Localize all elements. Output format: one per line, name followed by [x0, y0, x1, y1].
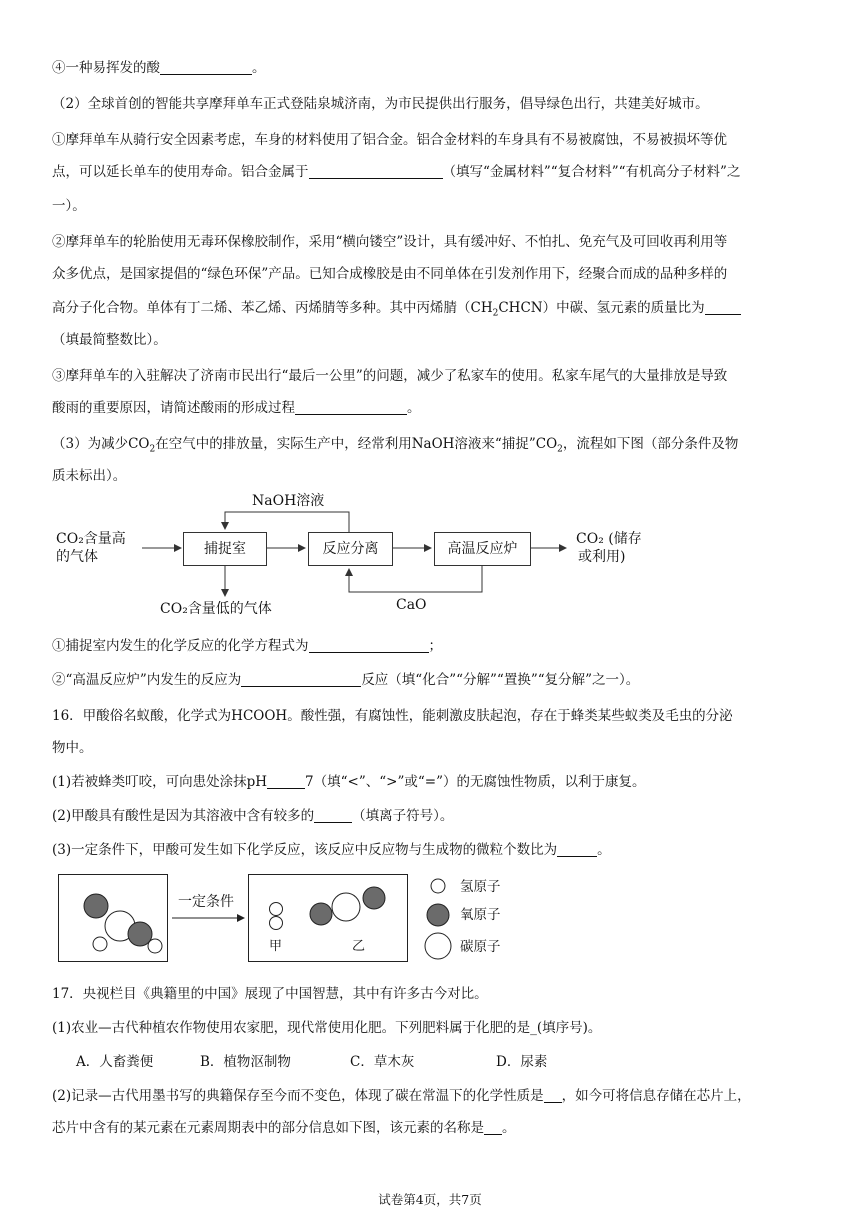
q15-part3-sub2: ②“高温反应炉”内发生的反应为 反应（填“化合”“分解”“置换”“复分解”之一）。 — [52, 672, 640, 688]
legend-hydrogen-icon — [431, 879, 445, 893]
product-yi-label: 乙 — [352, 939, 366, 954]
q16-sub2: (2)甲酸具有酸性是因为其溶液中含有较多的 （填离子符号）。 — [52, 808, 454, 824]
oxygen-atom — [128, 922, 152, 946]
legend-oxygen-icon — [427, 904, 449, 926]
product-jia-label: 甲 — [269, 939, 283, 954]
answer-blank[interactable] — [314, 808, 352, 823]
q17-options — [76, 1052, 836, 1072]
input-gas-label-2: 的气体 — [56, 549, 98, 565]
q15-part2-3-line-b: 酸雨的重要原因，请简述酸雨的形成过程 。 — [52, 400, 421, 416]
condition-label: 一定条件 — [178, 894, 234, 910]
oxygen-atom — [363, 887, 385, 909]
q15-part3-line-a: （3）为减少$CO_2$在空气中的排放量，实际生产中，经常利用NaOH溶液来“捕捉$”CO_2$，流程如下图（部分条件及物 — [52, 436, 739, 455]
q15-part2-2-line-c: 高分子化合物。单体有丁二烯、苯乙烯、丙烯腈等多种。其中丙烯腈$(CH_2CHCN)$中碳、氢元素的质量比为 — [52, 298, 812, 324]
option-b[interactable]: B．植物沤制物 — [200, 1054, 291, 1070]
hydrogen-atom — [93, 937, 107, 951]
answer-blank[interactable] — [544, 1088, 562, 1103]
q15-part2-2-line-d: （填最简整数比）。 — [52, 332, 167, 348]
q17-stem: 17．央视栏目《典籍里的中国》展现了中国智慧，其中有许多古今对比。 — [52, 986, 488, 1002]
reaction-separation-box: 反应分离 — [308, 532, 393, 566]
reaction-diagram — [58, 874, 528, 964]
q15-part2-3-line-a: ③摩拜单车的入驻解决了济南市民出行“最后一公里”的问题，减少了私家车的使用。私家车尾气的大量排放是导致 — [52, 368, 728, 384]
q15-line-1: ④一种易挥发的酸 。 — [52, 60, 266, 76]
q15-part2-1-line-b: 点，可以延长单车的使用寿命。铝合金属于 （填写“金属材料”“复合材料”“有机高分子材料”之 — [52, 164, 741, 180]
naoh-label: NaOH溶液 — [252, 493, 325, 509]
page-footer: 试卷第4页，共7页 — [378, 1192, 482, 1207]
input-gas-label-1: CO₂含量高 — [56, 531, 126, 547]
answer-blank[interactable] — [557, 842, 597, 857]
q15-part3-sub1: ①捕捉室内发生的化学反应的化学方程式为 ； — [52, 638, 442, 654]
legend-carbon-label: 碳原子 — [460, 939, 501, 955]
answer-blank[interactable] — [309, 638, 429, 653]
capture-chamber-box: 捕捉室 — [183, 532, 267, 566]
q16-stem-b: 物中。 — [52, 740, 93, 756]
hydrogen-atom — [270, 917, 283, 930]
q16-sub1: (1)若被蜂类叮咬，可向患处涂抹pH 7（填“<”、“>”或“=”）的无腐蚀性物质，以利于康复。 — [52, 774, 646, 790]
answer-blank[interactable] — [484, 1120, 502, 1135]
answer-blank[interactable] — [267, 774, 305, 789]
q16-sub3: (3)一定条件下，甲酸可发生如下化学反应，该反应中反应物与生成物的微粒个数比为 。 — [52, 842, 611, 858]
legend-oxygen-label: 氧原子 — [460, 907, 501, 923]
q15-part2-title: （2）全球首创的智能共享摩拜单车正式登陆泉城济南，为市民提供出行服务，倡导绿色出行，共建美好城市。 — [52, 96, 709, 112]
q16-stem-a: 16．甲酸俗名蚁酸，化学式为HCOOH。酸性强，有腐蚀性，能刺激皮肤起泡，存在于蜂类某些蚁类及毛虫的分泌 — [52, 708, 733, 724]
oxygen-atom — [310, 903, 332, 925]
legend-carbon-icon — [425, 933, 451, 959]
hydrogen-atom — [270, 903, 283, 916]
q15-part2-2-line-a: ②摩拜单车的轮胎使用无毒环保橡胶制作，采用“横向镂空”设计，具有缓冲好、不怕扎、免充气及可回收再利用等 — [52, 234, 728, 250]
q17-sub2-line-a: (2)记录—古代用墨书写的典籍保存至今而不变色，体现了碳在常温下的化学性质是 ，如今可将信息存储在芯片上， — [52, 1088, 751, 1104]
q15-part3-line-b: 质未标出）。 — [52, 468, 127, 484]
option-a[interactable]: A．人畜粪便 — [76, 1054, 154, 1070]
hydrogen-atom — [148, 939, 162, 953]
output-label-2: 或利用) — [578, 549, 626, 565]
high-temp-furnace-box: 高温反应炉 — [434, 532, 531, 566]
q17-sub1: (1)农业—古代种植农作物使用农家肥，现代常使用化肥。下列肥料属于化肥的是_(填序号)。 — [52, 1020, 602, 1036]
q15-part2-1-line-a: ①摩拜单车从骑行安全因素考虑，车身的材料使用了铝合金。铝合金材料的车身具有不易被腐蚀，不易被损坏等优 — [52, 132, 727, 148]
q17-sub2-line-b: 芯片中含有的某元素在元素周期表中的部分信息如下图，该元素的名称是 。 — [52, 1120, 516, 1136]
legend-hydrogen-label: 氢原子 — [460, 879, 501, 895]
output-label-1: CO₂ (储存 — [576, 531, 642, 547]
carbon-atom — [332, 893, 360, 921]
option-c[interactable]: C．草木灰 — [350, 1054, 415, 1070]
low-co2-gas-label: CO₂含量低的气体 — [160, 601, 272, 617]
oxygen-atom — [84, 894, 108, 918]
q15-part2-2-line-b: 众多优点，是国家提倡的“绿色环保”产品。已知合成橡胶是由不同单体在引发剂作用下，经聚合而成的品种多样的 — [52, 266, 728, 282]
answer-blank[interactable] — [241, 672, 361, 687]
cao-label: CaO — [396, 597, 427, 613]
q15-part2-1-line-c: 一）。 — [52, 198, 86, 214]
option-d[interactable]: D．尿素 — [496, 1054, 548, 1070]
